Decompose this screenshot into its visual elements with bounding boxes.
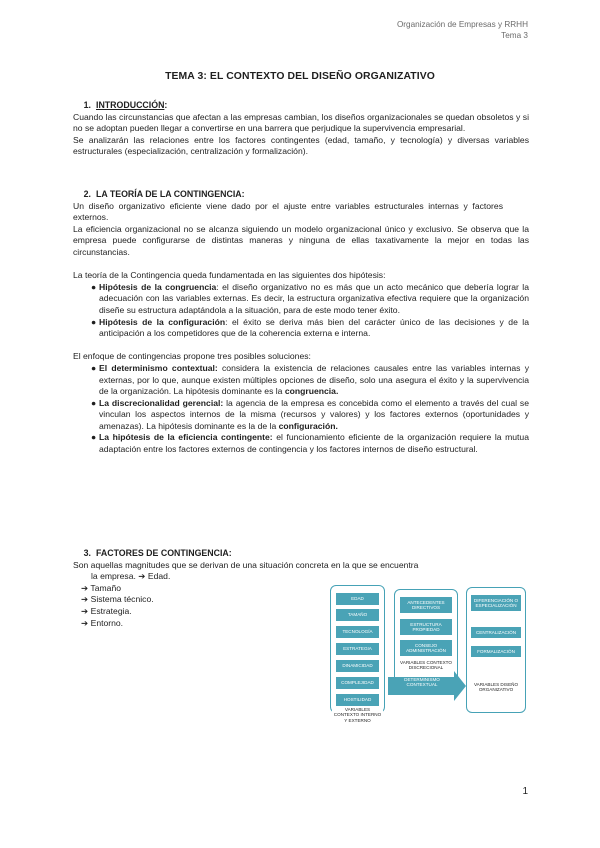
variable-box: CONSEJO ADMINISTRACIÓN [400,640,452,656]
section-number: 3. [83,548,91,558]
item-term: Hipótesis de la congruencia [99,281,217,292]
variable-box: DIFERENCIACIÓN O ESPECIALIZACIÓN [471,595,521,611]
item-term: La hipótesis de la eficiencia contingente: [99,432,273,443]
list-item: ➔ Entorno. [81,617,124,628]
paragraph: Cuando las circunstancias que afectan a las empresas cambian, los diseños organizacionales se quedan obsoletos y si no se adoptan pueden llegar a convertirse en una barrera que perjudique la supervivencia empresarial. [73,111,529,134]
section-title: FACTORES DE CONTINGENCIA: [96,548,232,558]
list-item: ● El determinismo contextual: considera la existencia de relaciones causales entre las variables internas y externas, por lo que, aunque existen múltiples opciones de diseño, solo una asegura el éxito y la supervivencia de la organización. La hipótesis dominante es la congruencia. [91,362,529,397]
contingency-diagram [330,585,530,723]
item-text: la agencia de la empresa es concebida como el elemento a través del cual se vinculan los aspectos internos de la misma (recursos y valores) y los factores externos (oportunidades y amenazas). La hipótesis dominante es la de la [99,397,529,431]
heading-colon: : [164,100,168,110]
variable-box: HOSTILIDAD [336,694,379,706]
list-item: ● Hipótesis de la congruencia: el diseño organizativo no es más que un acto mecánico que debería lograr la adecuación con las variables externas. Es decir, la estructura organizativa efectiva requiere que la organización diseñe su estructura adaptándola a la situación, para de este modo tener éxito. [91,281,529,315]
variable-box: ANTECEDENTES DIRECTIVOS [400,597,452,613]
solutions-list [91,363,529,456]
section-contingency-theory [73,189,529,456]
paragraph: la empresa. ➔ Edad. [91,571,171,582]
section-heading [73,100,529,112]
variable-box: EDAD [336,593,379,605]
header-course: Organización de Empresas y RRHH [396,20,528,29]
section-introduction [73,100,529,158]
section-number: 2. [83,189,91,199]
variable-box: COMPLEJIDAD [336,677,379,689]
section-title: INTRODUCCIÓN [96,100,165,110]
paragraph: Se analizarán las relaciones entre los factores contingentes (edad, tamaño, y tecnología) y diversas variables estructurales (especialización, centralización y formalización). [73,134,529,157]
arrow-label: DETERMINISMO CONTEXTUAL [404,677,440,688]
list-item: ➔ Sistema técnico. [81,594,154,605]
section-heading [73,189,529,201]
variable-box: DINAMICIDAD [336,660,379,672]
section-heading [73,548,529,560]
paragraph: El enfoque de contingencias propone tres posibles soluciones: [73,351,311,362]
variable-box: FORMALIZACIÓN [471,646,521,657]
design-caption: VARIABLES DISEÑO ORGANIZATIVO [473,682,519,693]
item-hypothesis: congruencia. [284,386,339,397]
paragraph: Un diseño organizativo eficiente viene dado por el ajuste entre variables estructurales internas y factores externos. [73,200,503,223]
list-item: ● Hipótesis de la configuración: el éxito se deriva más bien del carácter único de las decisiones y de la anticipación a los competidores que de la coherencia externa e interna. [91,316,529,339]
item-term: Hipótesis de la configuración [99,316,226,327]
variable-box: CENTRALIZACIÓN [471,627,521,638]
item-hypothesis: configuración. [278,420,338,431]
list-item: ➔ Tamaño [81,582,122,593]
list-item: ➔ Estrategia. [81,605,132,616]
paragraph: Son aquellas magnitudes que se derivan de una situación concreta en la que se encuentra [73,559,419,570]
paragraph: La teoría de la Contingencia queda fundamentada en las siguientes dos hipótesis: [73,270,386,281]
page-header [397,19,528,41]
variable-box: TECNOLOGÍA [336,626,379,638]
item-text: : el diseño organizativo no es más que un acto mecánico que debería lograr la adecuación con las variables externas. Es decir, la estructura organizativa efectiva requiere que la organización diseñe su estructura adaptándola a la situación, para de este modo tener éxito. [99,281,529,315]
list-item: ● La discrecionalidad gerencial: la agencia de la empresa es concebida como el elemento a través del cual se vinculan los aspectos internos de la misma (recursos y valores) y los factores externos (oportunidades y amenazas). La hipótesis dominante es la de la configuración. [91,397,529,431]
item-text: considera la existencia de relaciones causales entre las variables internas y externas, por lo que, aunque existen múltiples opciones de diseño, solo una asegura el éxito y la supervivencia de la organización. La hipótesis dominante es la [99,362,529,397]
list-item: ● La hipótesis de la eficiencia contingente: el funcionamiento eficiente de la organización requiere la mutua adaptación entre los factores externos de contingencia y los factores internos de diseño estructural. [91,432,529,455]
item-term: El determinismo contextual: [99,362,218,373]
variable-box: TAMAÑO [336,609,379,621]
section-title: LA TEORÍA DE LA CONTINGENCIA: [96,189,245,199]
variable-box: ESTRATEGIA [336,643,379,655]
header-unit: Tema 3 [501,31,528,40]
item-text: : el éxito se deriva más bien del carácter único de las decisiones y de la anticipación a los competidores que de la coherencia externa e interna. [99,316,529,339]
discretional-caption: VARIABLES CONTEXTO DISCRECIONAL [400,660,452,671]
item-text: el funcionamiento eficiente de la organización requiere la mutua adaptación entre los factores externos de contingencia y los factores internos de diseño estructural. [99,432,529,455]
paragraph: La eficiencia organizacional no se alcanza siguiendo un modelo organizacional único y exclusivo. Se observa que la empresa puede configurarse de distintas maneras y ninguna de ellas taxativamente la mejor en todas las circunstancias. [73,223,529,257]
variable-box: ESTRUCTURA PROPIEDAD [400,619,452,635]
page-number: 1 [522,786,528,797]
hypotheses-list [91,282,529,340]
item-term: La discrecionalidad gerencial: [99,397,224,408]
context-caption: VARIABLES CONTEXTO INTERNO Y EXTERNO [333,707,382,723]
section-number: 1. [83,100,91,110]
document-title: TEMA 3: EL CONTEXTO DEL DISEÑO ORGANIZATIVO [165,71,435,82]
